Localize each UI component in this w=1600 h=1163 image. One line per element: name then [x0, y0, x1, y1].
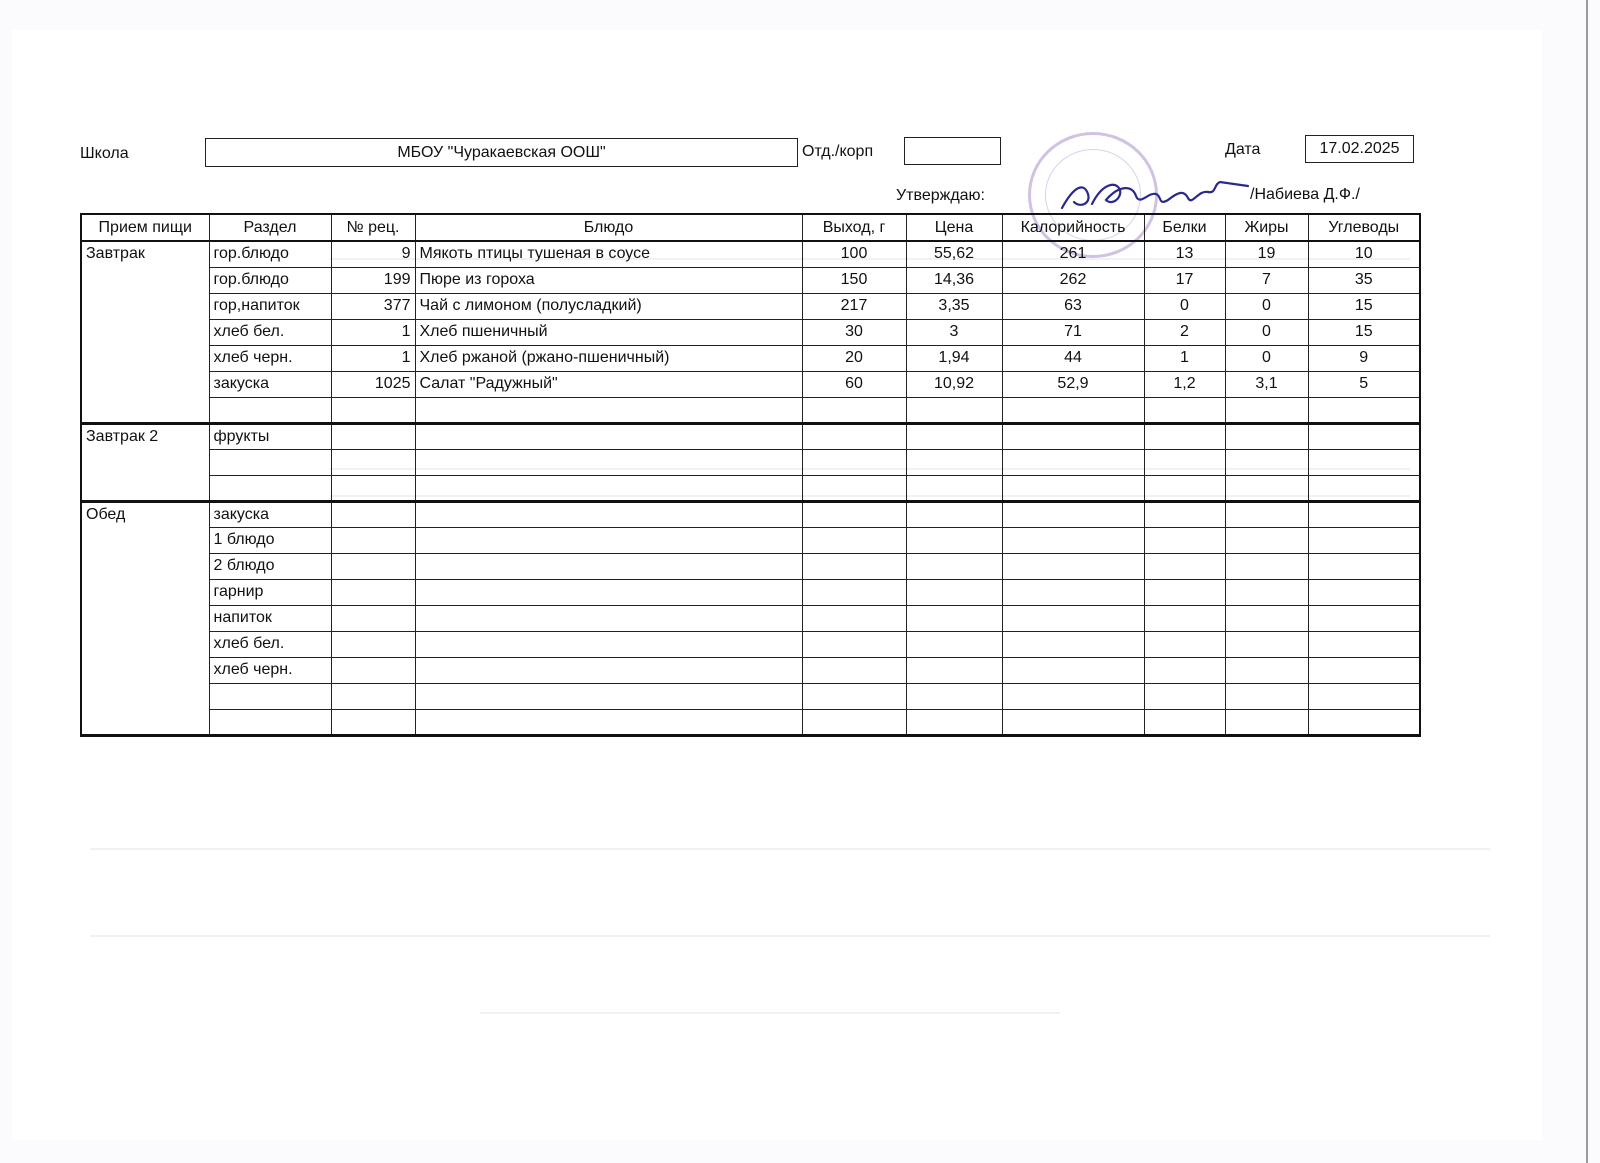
protein-cell	[1144, 449, 1225, 475]
dish-cell: Хлеб пшеничный	[415, 319, 802, 345]
table-row	[81, 501, 1420, 527]
recipe-number-cell: 1025	[331, 371, 415, 397]
carbs-cell: 9	[1308, 345, 1420, 371]
fat-cell	[1225, 449, 1308, 475]
fat-cell: 19	[1225, 241, 1308, 267]
protein-cell	[1144, 501, 1225, 527]
protein-cell	[1144, 475, 1225, 501]
dish-cell	[415, 527, 802, 553]
meal-cell: Завтрак 2	[81, 423, 209, 501]
calories-cell	[1002, 397, 1144, 423]
column-header: № рец.	[331, 214, 415, 241]
table-row	[81, 293, 1420, 319]
carbs-cell	[1308, 397, 1420, 423]
yield-cell	[802, 709, 906, 735]
dish-cell	[415, 449, 802, 475]
protein-cell	[1144, 709, 1225, 735]
yield-cell	[802, 605, 906, 631]
dish-cell	[415, 657, 802, 683]
fat-cell	[1225, 657, 1308, 683]
protein-cell	[1144, 423, 1225, 449]
column-header: Выход, г	[802, 214, 906, 241]
recipe-number-cell	[331, 631, 415, 657]
table-row	[81, 345, 1420, 371]
fat-cell: 0	[1225, 319, 1308, 345]
protein-cell: 13	[1144, 241, 1225, 267]
price-cell: 10,92	[906, 371, 1002, 397]
section-cell: 1 блюдо	[209, 527, 331, 553]
table-row	[81, 709, 1420, 735]
fat-cell	[1225, 631, 1308, 657]
dish-cell	[415, 631, 802, 657]
section-cell: гор.блюдо	[209, 267, 331, 293]
section-cell	[209, 709, 331, 735]
yield-cell	[802, 683, 906, 709]
yield-cell	[802, 423, 906, 449]
price-cell	[906, 631, 1002, 657]
carbs-cell	[1308, 683, 1420, 709]
section-cell: фрукты	[209, 423, 331, 449]
table-row	[81, 631, 1420, 657]
fat-cell: 7	[1225, 267, 1308, 293]
carbs-cell	[1308, 527, 1420, 553]
yield-cell	[802, 579, 906, 605]
dish-cell: Салат "Радужный"	[415, 371, 802, 397]
recipe-number-cell	[331, 501, 415, 527]
carbs-cell	[1308, 449, 1420, 475]
section-cell: гор.блюдо	[209, 241, 331, 267]
carbs-cell	[1308, 553, 1420, 579]
section-cell	[209, 397, 331, 423]
table-row	[81, 241, 1420, 267]
price-cell	[906, 657, 1002, 683]
table-row	[81, 527, 1420, 553]
calories-cell	[1002, 579, 1144, 605]
column-header: Калорийность	[1002, 214, 1144, 241]
section-cell: закуска	[209, 371, 331, 397]
calories-cell: 261	[1002, 241, 1144, 267]
table-row	[81, 579, 1420, 605]
signature	[1058, 178, 1253, 214]
table-header-row	[81, 214, 1420, 241]
fat-cell	[1225, 683, 1308, 709]
price-cell	[906, 423, 1002, 449]
yield-cell: 60	[802, 371, 906, 397]
branch-field	[904, 137, 1001, 165]
calories-cell	[1002, 527, 1144, 553]
protein-cell	[1144, 553, 1225, 579]
yield-cell: 30	[802, 319, 906, 345]
calories-cell	[1002, 605, 1144, 631]
fat-cell	[1225, 553, 1308, 579]
protein-cell	[1144, 631, 1225, 657]
table-row	[81, 553, 1420, 579]
fat-cell	[1225, 475, 1308, 501]
recipe-number-cell: 1	[331, 319, 415, 345]
branch-label: Отд./корп	[802, 143, 874, 160]
calories-cell: 63	[1002, 293, 1144, 319]
protein-cell	[1144, 683, 1225, 709]
recipe-number-cell	[331, 579, 415, 605]
carbs-cell	[1308, 605, 1420, 631]
recipe-number-cell	[331, 683, 415, 709]
table-row	[81, 267, 1420, 293]
yield-cell	[802, 553, 906, 579]
dish-cell	[415, 709, 802, 735]
column-header: Жиры	[1225, 214, 1308, 241]
calories-cell: 52,9	[1002, 371, 1144, 397]
protein-cell: 1,2	[1144, 371, 1225, 397]
section-cell	[209, 683, 331, 709]
price-cell: 14,36	[906, 267, 1002, 293]
dish-cell: Чай с лимоном (полусладкий)	[415, 293, 802, 319]
recipe-number-cell: 9	[331, 241, 415, 267]
carbs-cell	[1308, 475, 1420, 501]
carbs-cell	[1308, 631, 1420, 657]
approver-name: /Набиева Д.Ф./	[1250, 186, 1360, 203]
yield-cell	[802, 501, 906, 527]
menu-table	[80, 213, 1421, 737]
date-field: 17.02.2025	[1305, 135, 1414, 163]
table-row	[81, 397, 1420, 423]
protein-cell	[1144, 527, 1225, 553]
calories-cell	[1002, 683, 1144, 709]
price-cell	[906, 397, 1002, 423]
recipe-number-cell	[331, 423, 415, 449]
price-cell	[906, 449, 1002, 475]
dish-cell	[415, 397, 802, 423]
carbs-cell: 5	[1308, 371, 1420, 397]
fat-cell: 0	[1225, 345, 1308, 371]
yield-cell: 150	[802, 267, 906, 293]
yield-cell	[802, 475, 906, 501]
fat-cell	[1225, 397, 1308, 423]
fat-cell: 0	[1225, 293, 1308, 319]
section-cell: хлеб черн.	[209, 657, 331, 683]
carbs-cell: 15	[1308, 293, 1420, 319]
calories-cell	[1002, 553, 1144, 579]
show-through-line	[480, 1012, 1060, 1014]
carbs-cell: 35	[1308, 267, 1420, 293]
protein-cell	[1144, 657, 1225, 683]
dish-cell	[415, 683, 802, 709]
meal-cell: Обед	[81, 501, 209, 735]
protein-cell: 0	[1144, 293, 1225, 319]
page-edge	[1586, 0, 1588, 1163]
calories-cell	[1002, 657, 1144, 683]
recipe-number-cell	[331, 709, 415, 735]
dish-cell	[415, 423, 802, 449]
fat-cell	[1225, 579, 1308, 605]
section-cell: гарнир	[209, 579, 331, 605]
column-header: Блюдо	[415, 214, 802, 241]
school-label: Школа	[80, 145, 129, 162]
recipe-number-cell	[331, 449, 415, 475]
table-row	[81, 475, 1420, 501]
calories-cell	[1002, 501, 1144, 527]
carbs-cell	[1308, 709, 1420, 735]
calories-cell: 262	[1002, 267, 1144, 293]
table-row	[81, 371, 1420, 397]
recipe-number-cell: 199	[331, 267, 415, 293]
date-label: Дата	[1225, 141, 1261, 158]
dish-cell: Хлеб ржаной (ржано-пшеничный)	[415, 345, 802, 371]
price-cell	[906, 605, 1002, 631]
fat-cell	[1225, 423, 1308, 449]
recipe-number-cell	[331, 605, 415, 631]
table-row	[81, 449, 1420, 475]
section-cell: хлеб бел.	[209, 631, 331, 657]
section-cell: хлеб черн.	[209, 345, 331, 371]
show-through-line	[90, 848, 1490, 850]
fat-cell: 3,1	[1225, 371, 1308, 397]
table-row	[81, 423, 1420, 449]
column-header: Белки	[1144, 214, 1225, 241]
protein-cell: 17	[1144, 267, 1225, 293]
yield-cell	[802, 449, 906, 475]
section-cell: закуска	[209, 501, 331, 527]
section-cell	[209, 449, 331, 475]
calories-cell: 44	[1002, 345, 1144, 371]
recipe-number-cell	[331, 657, 415, 683]
calories-cell	[1002, 631, 1144, 657]
recipe-number-cell	[331, 553, 415, 579]
calories-cell	[1002, 709, 1144, 735]
price-cell	[906, 501, 1002, 527]
yield-cell: 217	[802, 293, 906, 319]
dish-cell	[415, 579, 802, 605]
carbs-cell: 10	[1308, 241, 1420, 267]
recipe-number-cell: 1	[331, 345, 415, 371]
recipe-number-cell	[331, 475, 415, 501]
calories-cell	[1002, 475, 1144, 501]
recipe-number-cell	[331, 397, 415, 423]
protein-cell	[1144, 397, 1225, 423]
price-cell: 3	[906, 319, 1002, 345]
fat-cell	[1225, 605, 1308, 631]
fat-cell	[1225, 501, 1308, 527]
protein-cell	[1144, 605, 1225, 631]
protein-cell: 1	[1144, 345, 1225, 371]
show-through-line	[90, 935, 1490, 937]
yield-cell	[802, 527, 906, 553]
price-cell	[906, 553, 1002, 579]
fat-cell	[1225, 709, 1308, 735]
price-cell	[906, 579, 1002, 605]
dish-cell	[415, 605, 802, 631]
table-row	[81, 683, 1420, 709]
section-cell: 2 блюдо	[209, 553, 331, 579]
carbs-cell	[1308, 501, 1420, 527]
calories-cell	[1002, 449, 1144, 475]
section-cell: гор,напиток	[209, 293, 331, 319]
dish-cell	[415, 475, 802, 501]
price-cell	[906, 475, 1002, 501]
column-header: Цена	[906, 214, 1002, 241]
section-cell: хлеб бел.	[209, 319, 331, 345]
dish-cell	[415, 553, 802, 579]
calories-cell: 71	[1002, 319, 1144, 345]
table-row	[81, 605, 1420, 631]
column-header: Углеводы	[1308, 214, 1420, 241]
recipe-number-cell: 377	[331, 293, 415, 319]
yield-cell: 20	[802, 345, 906, 371]
yield-cell	[802, 631, 906, 657]
protein-cell: 2	[1144, 319, 1225, 345]
fat-cell	[1225, 527, 1308, 553]
recipe-number-cell	[331, 527, 415, 553]
price-cell	[906, 527, 1002, 553]
yield-cell	[802, 657, 906, 683]
column-header: Раздел	[209, 214, 331, 241]
section-cell: напиток	[209, 605, 331, 631]
protein-cell	[1144, 579, 1225, 605]
section-cell	[209, 475, 331, 501]
price-cell	[906, 683, 1002, 709]
table-row	[81, 657, 1420, 683]
calories-cell	[1002, 423, 1144, 449]
dish-cell: Мякоть птицы тушеная в соусе	[415, 241, 802, 267]
meal-cell: Завтрак	[81, 241, 209, 423]
price-cell	[906, 709, 1002, 735]
carbs-cell	[1308, 423, 1420, 449]
table-row	[81, 319, 1420, 345]
dish-cell	[415, 501, 802, 527]
price-cell: 3,35	[906, 293, 1002, 319]
carbs-cell: 15	[1308, 319, 1420, 345]
yield-cell	[802, 397, 906, 423]
yield-cell: 100	[802, 241, 906, 267]
carbs-cell	[1308, 579, 1420, 605]
approve-label: Утверждаю:	[896, 187, 985, 204]
dish-cell: Пюре из гороха	[415, 267, 802, 293]
school-field: МБОУ "Чуракаевская ООШ"	[205, 138, 798, 167]
carbs-cell	[1308, 657, 1420, 683]
column-header: Прием пищи	[81, 214, 209, 241]
price-cell: 1,94	[906, 345, 1002, 371]
price-cell: 55,62	[906, 241, 1002, 267]
